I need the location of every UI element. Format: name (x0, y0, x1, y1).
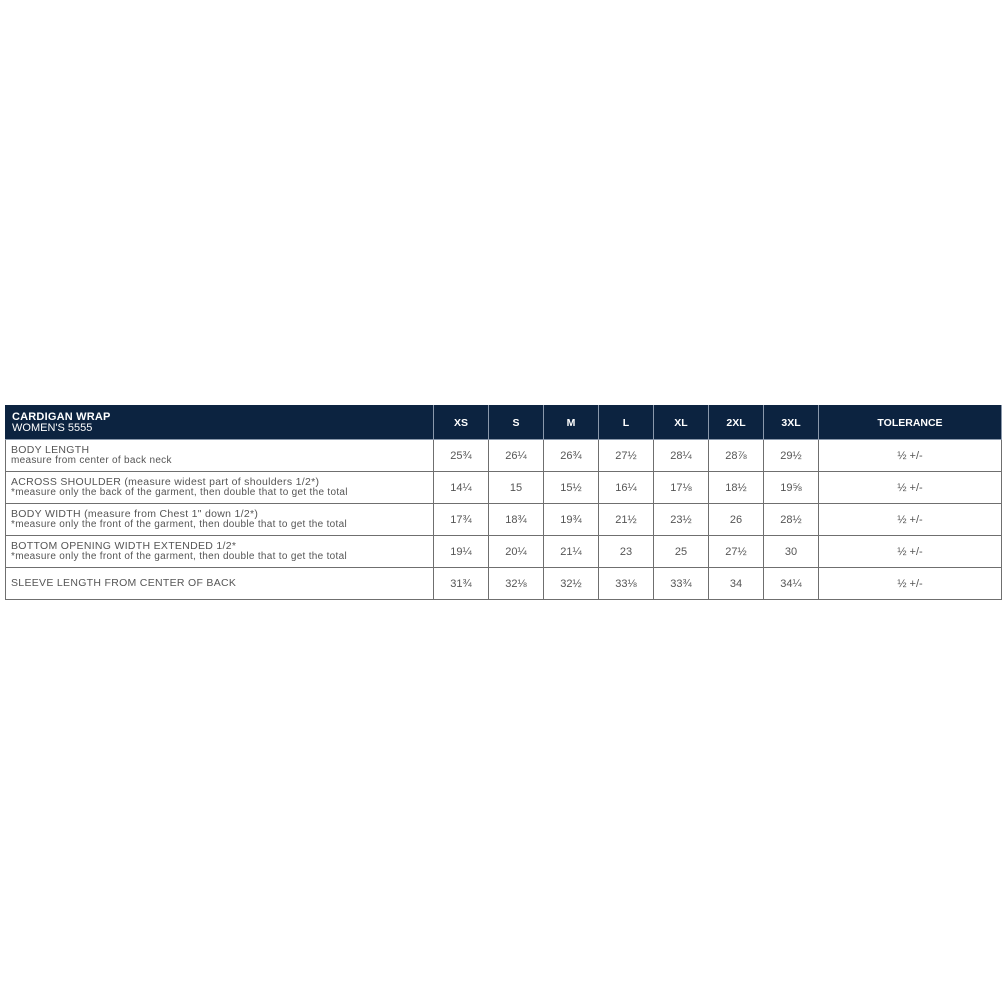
measurement-name: BODY WIDTH (measure from Chest 1" down 1/2*) (11, 508, 259, 520)
value-cell: 15 (489, 472, 544, 504)
table-row (6, 440, 1002, 472)
measurement-name: BOTTOM OPENING WIDTH EXTENDED 1/2* (11, 540, 237, 552)
value-cell: 25 (654, 536, 709, 568)
table-row (6, 504, 1002, 536)
value-cell: 23½ (654, 504, 709, 536)
measurement-note: measure from center of back neck (11, 454, 172, 466)
product-title: CARDIGAN WRAP (12, 410, 111, 423)
size-header-m: M (544, 406, 599, 440)
size-header-l: L (599, 406, 654, 440)
tolerance-cell: ½ +/- (819, 440, 1002, 472)
value-cell: 19¾ (544, 504, 599, 536)
table-row (6, 472, 1002, 504)
tolerance-header: TOLERANCE (819, 406, 1002, 440)
value-cell: 26¼ (489, 440, 544, 472)
size-header-xl: XL (654, 406, 709, 440)
value-cell: 32½ (544, 568, 599, 600)
measurement-label (6, 440, 434, 472)
value-cell: 33⅛ (599, 568, 654, 600)
value-cell: 14¼ (434, 472, 489, 504)
measurement-name: SLEEVE LENGTH FROM CENTER OF BACK (11, 577, 237, 590)
value-cell: 26 (709, 504, 764, 536)
header-row (6, 406, 1002, 440)
value-cell: 26¾ (544, 440, 599, 472)
value-cell: 30 (764, 536, 819, 568)
tolerance-cell: ½ +/- (819, 472, 1002, 504)
size-header-xs: XS (434, 406, 489, 440)
chart-title-cell (6, 406, 434, 440)
value-cell: 21½ (599, 504, 654, 536)
measurement-name: BODY LENGTH (11, 444, 90, 456)
measurement-note: *measure only the front of the garment, then double that to get the total (11, 518, 347, 530)
size-header-2xl: 2XL (709, 406, 764, 440)
tolerance-cell: ½ +/- (819, 568, 1002, 600)
value-cell: 17⅛ (654, 472, 709, 504)
value-cell: 16¼ (599, 472, 654, 504)
size-chart-table (5, 405, 1002, 600)
value-cell: 21¼ (544, 536, 599, 568)
value-cell: 23 (599, 536, 654, 568)
value-cell: 25¾ (434, 440, 489, 472)
measurement-label (6, 472, 434, 504)
value-cell: 18½ (709, 472, 764, 504)
value-cell: 15½ (544, 472, 599, 504)
measurement-note: *measure only the front of the garment, then double that to get the total (11, 550, 347, 562)
product-subtitle: WOMEN'S 5555 (12, 421, 93, 434)
value-cell: 34¼ (764, 568, 819, 600)
value-cell: 28⅞ (709, 440, 764, 472)
value-cell: 20¼ (489, 536, 544, 568)
value-cell: 31¾ (434, 568, 489, 600)
measurement-label (6, 536, 434, 568)
value-cell: 33¾ (654, 568, 709, 600)
value-cell: 28½ (764, 504, 819, 536)
value-cell: 29½ (764, 440, 819, 472)
table-row (6, 536, 1002, 568)
measurement-label (6, 568, 434, 600)
size-header-s: S (489, 406, 544, 440)
value-cell: 19⅝ (764, 472, 819, 504)
measurement-note: *measure only the back of the garment, then double that to get the total (11, 486, 348, 498)
value-cell: 34 (709, 568, 764, 600)
value-cell: 27½ (709, 536, 764, 568)
value-cell: 17¾ (434, 504, 489, 536)
measurement-label (6, 504, 434, 536)
measurement-name: ACROSS SHOULDER (measure widest part of shoulders 1/2*) (11, 476, 320, 488)
table-row (6, 568, 1002, 600)
size-header-3xl: 3XL (764, 406, 819, 440)
tolerance-cell: ½ +/- (819, 536, 1002, 568)
value-cell: 28¼ (654, 440, 709, 472)
value-cell: 19¼ (434, 536, 489, 568)
value-cell: 32⅛ (489, 568, 544, 600)
value-cell: 27½ (599, 440, 654, 472)
tolerance-cell: ½ +/- (819, 504, 1002, 536)
value-cell: 18¾ (489, 504, 544, 536)
